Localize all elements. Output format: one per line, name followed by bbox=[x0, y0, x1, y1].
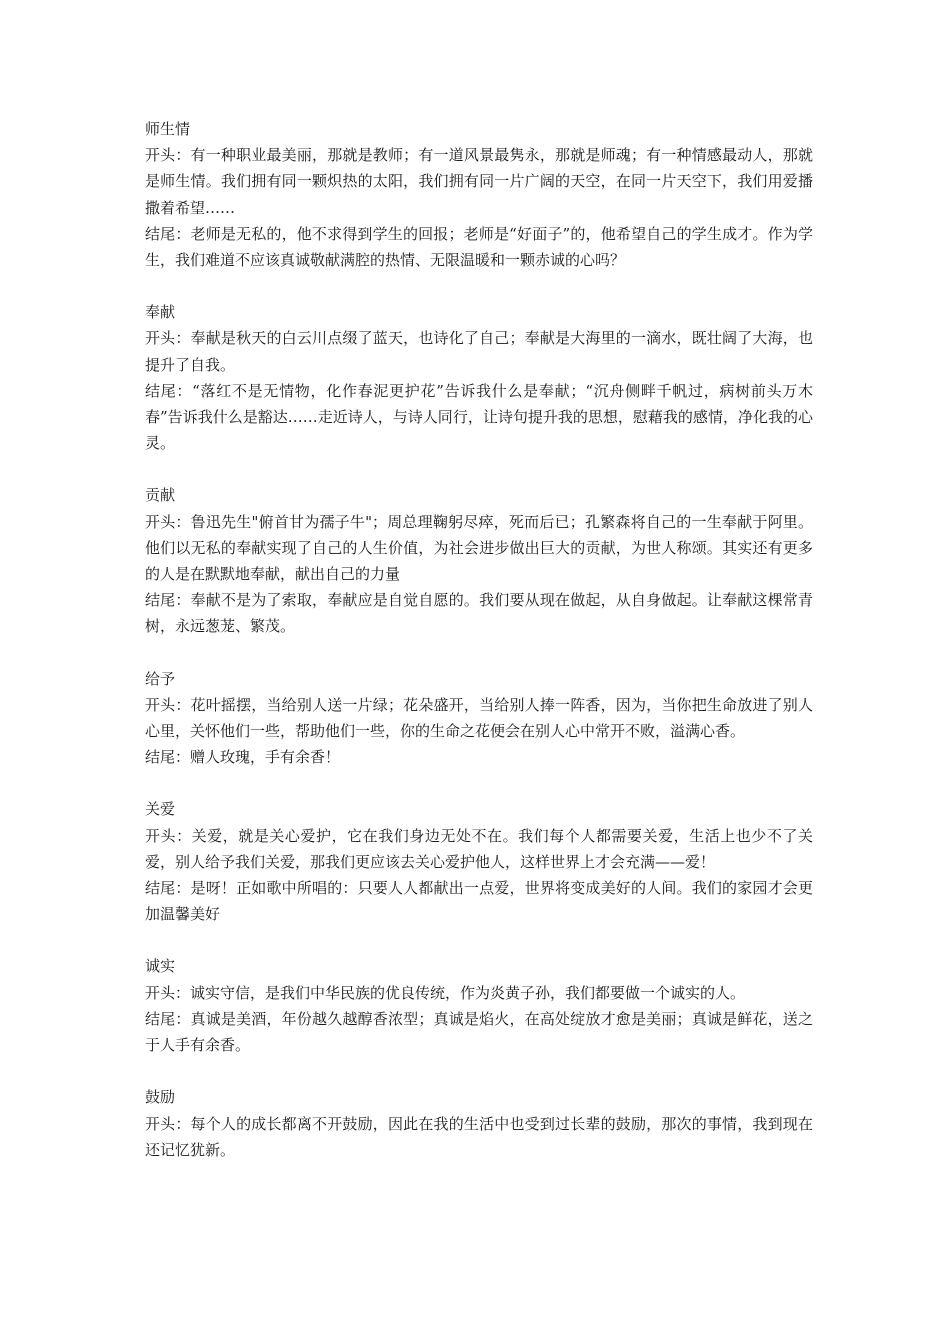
section-title: 诚实 bbox=[145, 957, 176, 976]
section-contribution bbox=[145, 482, 813, 639]
section-title: 贡献 bbox=[145, 486, 176, 505]
opening-paragraph: 开头：有一种职业最美丽，那就是教师；有一道风景最隽永，那就是师魂；有一种情感最动人，那就是师生情。我们拥有同一颗炽热的太阳，我们拥有同一片广阔的天空，在同一片天空下，我们用爱播撒着希望…… bbox=[145, 146, 813, 217]
closing-paragraph: 结尾：老师是无私的，他不求得到学生的回报；老师是“好面子”的，他希望自己的学生成才。作为学生，我们难道不应该真诚敬献满腔的热情、无限温暖和一颗赤诚的心吗？ bbox=[145, 224, 813, 270]
section-giving bbox=[145, 666, 813, 771]
opening-paragraph: 开头：关爱，就是关心爱护，它在我们身边无处不在。我们每个人都需要关爱，生活上也少不了关爱，别人给予我们关爱，那我们更应该去关心爱护他人，这样世界上才会充满——爱！ bbox=[145, 826, 813, 871]
closing-paragraph: 结尾：是呀！正如歌中所唱的：只要人人都献出一点爱，世界将变成美好的人间。我们的家园才会更加温馨美好 bbox=[145, 879, 813, 924]
section-title: 奉献 bbox=[145, 303, 176, 322]
section-honesty bbox=[145, 953, 813, 1058]
section-title: 关爱 bbox=[145, 800, 176, 819]
closing-paragraph: 结尾：真诚是美酒，年份越久越醇香浓型；真诚是焰火，在高处绽放才愈是美丽；真诚是鲜花，送之于人手有余香。 bbox=[145, 1009, 813, 1055]
document-page bbox=[145, 116, 813, 1189]
section-title: 师生情 bbox=[145, 120, 191, 138]
section-care bbox=[145, 796, 813, 927]
closing-paragraph: 结尾：奉献不是为了索取，奉献应是自觉自愿的。我们要从现在做起，从自身做起。让奉献这棵常青树，永远葱茏、繁茂。 bbox=[145, 591, 813, 636]
section-title: 鼓励 bbox=[145, 1088, 176, 1107]
section-teacher-student bbox=[145, 116, 813, 273]
section-dedication bbox=[145, 299, 813, 456]
opening-paragraph: 开头：诚实守信，是我们中华民族的优良传统，作为炎黄子孙，我们都要做一个诚实的人。 bbox=[145, 983, 746, 1002]
opening-paragraph: 开头：花叶摇摆，当给别人送一片绿；花朵盛开，当给别人捧一阵香，因为，当你把生命放进了别人心里，关怀他们一些，帮助他们一些，你的生命之花便会在别人心中常开不败，溢满心香。 bbox=[145, 695, 813, 741]
section-title: 给予 bbox=[145, 669, 176, 688]
closing-paragraph: 结尾：赠人玫瑰，手有余香！ bbox=[145, 748, 341, 767]
closing-paragraph: 结尾：“落红不是无情物，化作春泥更护花”告诉我什么是奉献；“沉舟侧畔千帆过，病树前头万木春”告诉我什么是豁达……走近诗人，与诗人同行，让诗句提升我的思想，慰藉我的感情，净化我的心灵。 bbox=[145, 381, 813, 453]
opening-paragraph: 开头：奉献是秋天的白云川点缀了蓝天，也诗化了自己；奉献是大海里的一滴水，既壮阔了大海，也提升了自我。 bbox=[145, 329, 813, 374]
opening-paragraph: 开头：鲁迅先生"俯首甘为孺子牛"；周总理鞠躬尽瘁，死而后已；孔繁森将自己的一生奉献于阿里。他们以无私的奉献实现了自己的人生价值，为社会进步做出巨大的贡献，为世人称颂。其实还有更多的人是在默默地奉献，献出自己的力量 bbox=[145, 512, 813, 584]
opening-paragraph: 开头：每个人的成长都离不开鼓励，因此在我的生活中也受到过长辈的鼓励，那次的事情，我到现在还记忆犹新。 bbox=[145, 1114, 813, 1159]
section-encouragement bbox=[145, 1084, 813, 1163]
